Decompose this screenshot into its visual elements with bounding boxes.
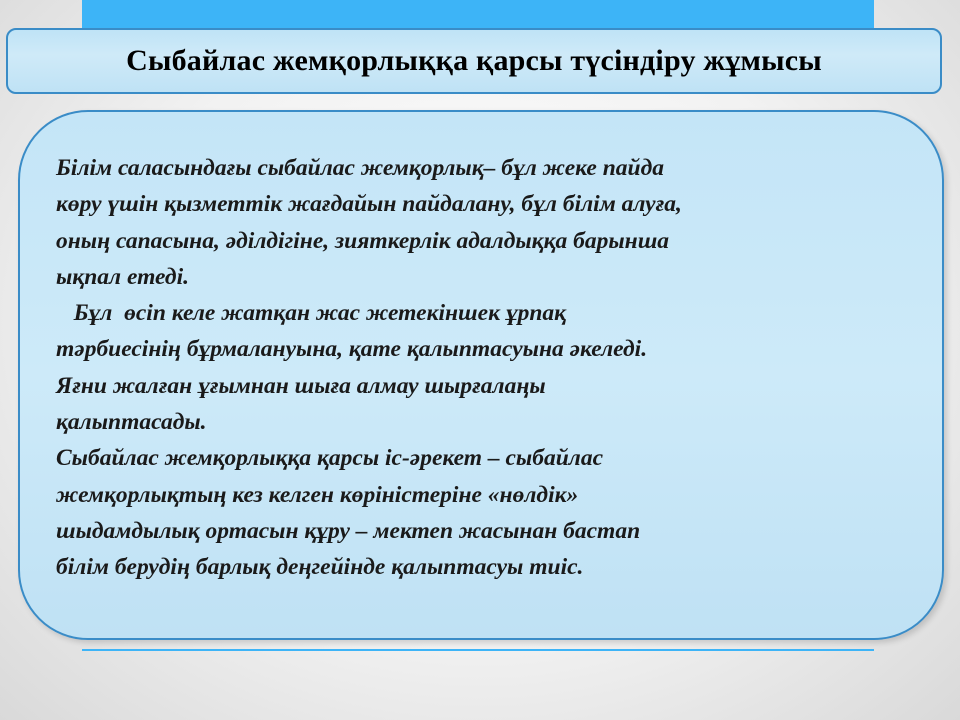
body-line: Яғни жалған ұғымнан шыға алмау шырғалаңы — [56, 372, 546, 399]
slide-title: Сыбайлас жемқорлыққа қарсы түсіндіру жұмысы — [126, 44, 822, 77]
body-line: шыдамдылық ортасын құру – мектеп жасынан бастап — [56, 517, 641, 544]
body-text — [56, 150, 926, 586]
body-line: Сыбайлас жемқорлыққа қарсы іс-әрекет – сыбайлас — [56, 445, 604, 472]
body-line: қалыптасады. — [56, 409, 207, 436]
body-line: ықпал етеді. — [56, 263, 189, 290]
bottom-accent-line — [82, 649, 874, 651]
body-line: Білім саласындағы сыбайлас жемқорлық– бұл жеке пайда — [56, 155, 664, 181]
body-line: көру үшін қызметтік жағдайын пайдалану, бұл білім алуға, — [56, 191, 682, 218]
body-line: Бұл өсіп келе жатқан жас жетекіншек ұрпақ — [56, 300, 567, 327]
body-line: білім берудің барлық деңгейінде қалыптасуы тиіс. — [56, 554, 584, 581]
body-line: оның сапасына, әділдігіне, зияткерлік адалдыққа барынша — [56, 227, 670, 254]
body-line: тәрбиесінің бұрмалануына, қате қалыптасуына әкеледі. — [56, 336, 648, 363]
body-line: жемқорлықтың кез келген көріністеріне «нөлдік» — [56, 481, 579, 508]
title-banner — [6, 28, 942, 94]
